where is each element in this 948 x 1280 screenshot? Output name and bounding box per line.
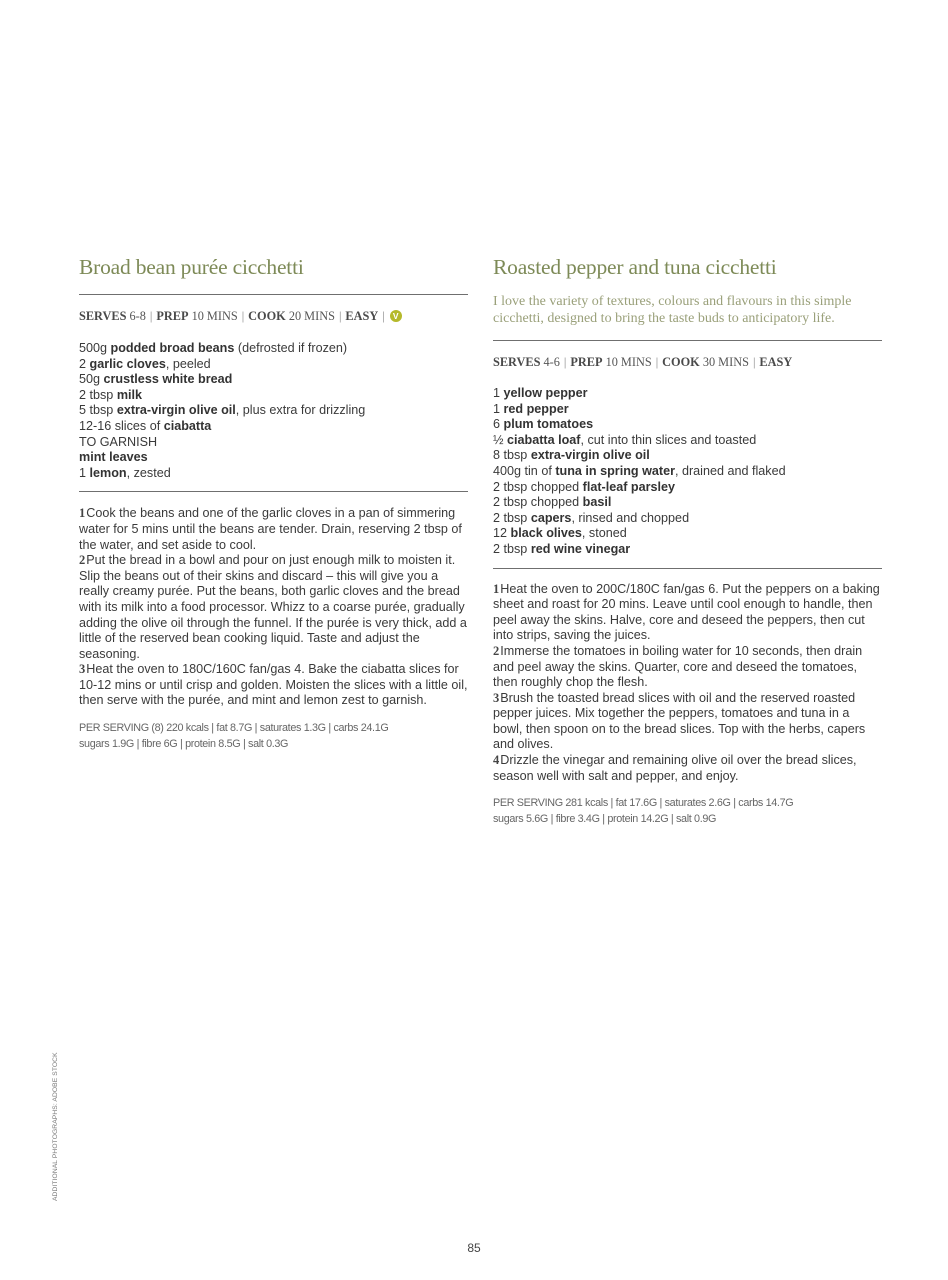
ingredient-post: , zested xyxy=(126,465,171,480)
serves-label: SERVES xyxy=(493,355,541,369)
step-text: Drizzle the vinegar and remaining olive oil over the bread slices, season well with salt and pepper, and enjoy. xyxy=(493,753,857,783)
method-step xyxy=(79,506,468,553)
method-step xyxy=(493,582,882,644)
ingredient-bold: podded broad beans xyxy=(110,341,235,355)
method-step xyxy=(493,691,882,753)
ingredient-pre: 400g tin of xyxy=(493,463,556,478)
ingredient-item xyxy=(493,417,882,433)
ingredient-bold: mint leaves xyxy=(79,450,148,465)
cook-label: COOK xyxy=(662,355,700,369)
recipe-intro: I love the variety of textures, colours and flavours in this simple cicchetti, designed to bring the taste buds to anticipatory life. xyxy=(493,294,852,326)
difficulty-label: EASY xyxy=(345,309,379,323)
ingredient-item xyxy=(493,495,882,511)
serves-value: 6-8 xyxy=(129,309,146,323)
cook-label: COOK xyxy=(248,309,286,323)
nutrition-line: PER SERVING 281 kcals | fat 17.6G | saturates 2.6G | carbs 14.7G xyxy=(493,797,794,810)
ingredient-pre: 12-16 slices of xyxy=(79,418,164,433)
ingredient-pre: 2 tbsp xyxy=(493,541,531,556)
step-text: Brush the toasted bread slices with oil and the reserved roasted pepper juices. Mix together the peppers, tomatoes and tuna in a bowl, then spoon on to the bread slices. Top with the herbs, capers and olives. xyxy=(493,690,866,752)
ingredient-pre: 5 tbsp xyxy=(79,403,117,418)
page-number: 85 xyxy=(467,1241,481,1255)
ingredient-item xyxy=(79,341,468,357)
ingredient-pre: 1 xyxy=(79,465,90,480)
ingredient-item xyxy=(493,448,882,464)
ingredient-item xyxy=(493,526,882,542)
ingredient-item xyxy=(79,357,468,373)
ingredient-item xyxy=(79,372,468,388)
prep-value: 10 MINS xyxy=(605,355,652,369)
serves-label: SERVES xyxy=(79,309,127,323)
step-number: 4 xyxy=(493,753,500,768)
ingredient-item xyxy=(79,419,468,435)
method-steps xyxy=(493,582,882,785)
ingredient-pre: 1 xyxy=(493,386,504,400)
ingredient-pre: ½ xyxy=(493,432,508,447)
step-number: 2 xyxy=(493,643,500,658)
ingredient-item xyxy=(493,511,882,527)
method-steps xyxy=(79,506,468,709)
ingredient-post: , rinsed and chopped xyxy=(571,510,690,525)
ingredient-bold: plum tomatoes xyxy=(503,417,594,432)
prep-value: 10 MINS xyxy=(191,309,238,323)
ingredient-pre: 50g xyxy=(79,372,104,387)
ingredient-post: , peeled xyxy=(165,356,211,371)
recipe-roasted-pepper-tuna xyxy=(493,252,882,827)
ingredient-bold: black olives xyxy=(510,526,582,541)
serves-value: 4-6 xyxy=(543,355,560,369)
ingredient-item xyxy=(493,542,882,558)
ingredient-bold: garlic cloves xyxy=(89,356,166,371)
step-number: 3 xyxy=(493,690,500,705)
step-text: Put the bread in a bowl and pour on just enough milk to moisten it. Slip the beans out of their skins and discard – this will give you a really creamy purée. Put the beans, both garlic cloves and the bread with its milk into a food processor. Whizz to a coarse purée, gradually adding the olive oil through the funnel. If the purée is very thick, add a little of the reserved bean cooking liquid. Taste and adjust the seasoning. xyxy=(79,553,467,661)
step-text: Heat the oven to 200C/180C fan/gas 6. Put the peppers on a baking sheet and roast for 20 mins. Leave until cool enough to handle, then peel away the skins. Halve, core and deseed the peppers, then cut into strips, saving the juices. xyxy=(493,581,880,643)
ingredient-bold: red wine vinegar xyxy=(530,541,631,556)
step-number: 1 xyxy=(493,581,500,596)
recipe-title: Broad bean purée cicchetti xyxy=(79,255,304,279)
nutrition-info xyxy=(79,721,468,752)
ingredient-bold: extra-virgin olive oil xyxy=(530,448,650,463)
ingredient-pre: 8 tbsp xyxy=(493,448,531,463)
nutrition-info xyxy=(493,796,882,827)
ingredients-list xyxy=(493,386,882,558)
ingredient-post: (defrosted if frozen) xyxy=(234,341,348,355)
ingredient-pre: 2 xyxy=(79,356,90,371)
nutrition-line: sugars 5.6G | fibre 3.4G | protein 14.2G | salt 0.9G xyxy=(493,812,717,825)
ingredient-pre: 2 tbsp xyxy=(79,387,117,402)
ingredient-pre: 1 xyxy=(493,401,504,416)
prep-label: PREP xyxy=(570,355,603,369)
ingredient-bold: crustless white bread xyxy=(103,372,233,387)
ingredient-pre: 12 xyxy=(493,526,511,541)
ingredient-post: , drained and flaked xyxy=(674,463,786,478)
ingredient-post: , plus extra for drizzling xyxy=(235,403,366,418)
ingredient-bold: lemon xyxy=(89,465,127,480)
ingredient-item xyxy=(79,403,468,419)
ingredient-item xyxy=(79,466,468,482)
cook-value: 20 MINS xyxy=(288,309,335,323)
ingredient-post: , stoned xyxy=(581,526,627,541)
ingredient-item xyxy=(493,402,882,418)
ingredient-bold: milk xyxy=(116,387,143,402)
ingredient-item xyxy=(79,450,468,466)
ingredient-item xyxy=(493,433,882,449)
ingredient-item xyxy=(493,480,882,496)
recipe-broad-bean xyxy=(79,252,468,752)
ingredient-item xyxy=(79,435,468,451)
ingredient-bold: capers xyxy=(530,510,572,525)
nutrition-line: PER SERVING (8) 220 kcals | fat 8.7G | saturates 1.3G | carbs 24.1G xyxy=(79,722,389,735)
method-step xyxy=(79,553,468,662)
step-number: 2 xyxy=(79,553,86,568)
ingredient-item xyxy=(493,464,882,480)
ingredient-bold: tuna in spring water xyxy=(555,463,675,478)
recipe-title: Roasted pepper and tuna cicchetti xyxy=(493,255,777,279)
ingredient-pre: 2 tbsp chopped xyxy=(493,495,583,510)
ingredient-bold: flat-leaf parsley xyxy=(582,479,676,494)
method-step xyxy=(493,644,882,691)
ingredient-bold: ciabatta loaf xyxy=(507,432,581,447)
photo-credit: ADDITIONAL PHOTOGRAPHS: ADOBE STOCK xyxy=(52,1052,59,1201)
ingredient-bold: extra-virgin olive oil xyxy=(116,403,236,418)
vegetarian-badge-icon: V xyxy=(390,310,402,322)
step-text: Immerse the tomatoes in boiling water for 10 seconds, then drain and peel away the skins. Quarter, core and deseed the tomatoes, then roughly chop the flesh. xyxy=(493,643,863,690)
step-number: 1 xyxy=(79,506,86,521)
ingredient-bold: red pepper xyxy=(503,401,569,416)
ingredient-pre: TO GARNISH xyxy=(79,434,158,449)
prep-label: PREP xyxy=(156,309,189,323)
nutrition-line: sugars 1.9G | fibre 6G | protein 8.5G | salt 0.3G xyxy=(79,737,289,750)
ingredient-bold: yellow pepper xyxy=(503,386,588,400)
step-number: 3 xyxy=(79,662,86,677)
difficulty-label: EASY xyxy=(759,355,793,369)
ingredient-post: , cut into thin slices and toasted xyxy=(580,432,757,447)
step-text: Heat the oven to 180C/160C fan/gas 4. Bake the ciabatta slices for 10-12 mins or until crisp and golden. Moisten the slices with a little oil, then serve with the purée, and mint and lemon zest to garnish. xyxy=(79,662,468,708)
ingredient-item xyxy=(79,388,468,404)
ingredient-item xyxy=(493,386,882,402)
recipe-meta: SERVES 6-8 | PREP 10 MINS | COOK 20 MINS | EASY | V xyxy=(79,308,468,324)
recipe-meta: SERVES 4-6 | PREP 10 MINS | COOK 30 MINS | EASY xyxy=(493,355,793,369)
ingredient-pre: 2 tbsp chopped xyxy=(493,479,583,494)
ingredient-pre: 2 tbsp xyxy=(493,510,531,525)
ingredient-bold: ciabatta xyxy=(163,418,212,433)
ingredient-pre: 500g xyxy=(79,341,111,355)
ingredient-pre: 6 xyxy=(493,417,504,432)
cook-value: 30 MINS xyxy=(702,355,749,369)
ingredient-bold: basil xyxy=(582,495,612,510)
step-text: Cook the beans and one of the garlic cloves in a pan of simmering water for 5 mins until the beans are tender. Drain, reserving 2 tbsp of the water, and set aside to cool. xyxy=(79,506,462,552)
method-step xyxy=(79,662,468,709)
ingredients-list xyxy=(79,341,468,481)
method-step xyxy=(493,753,882,784)
